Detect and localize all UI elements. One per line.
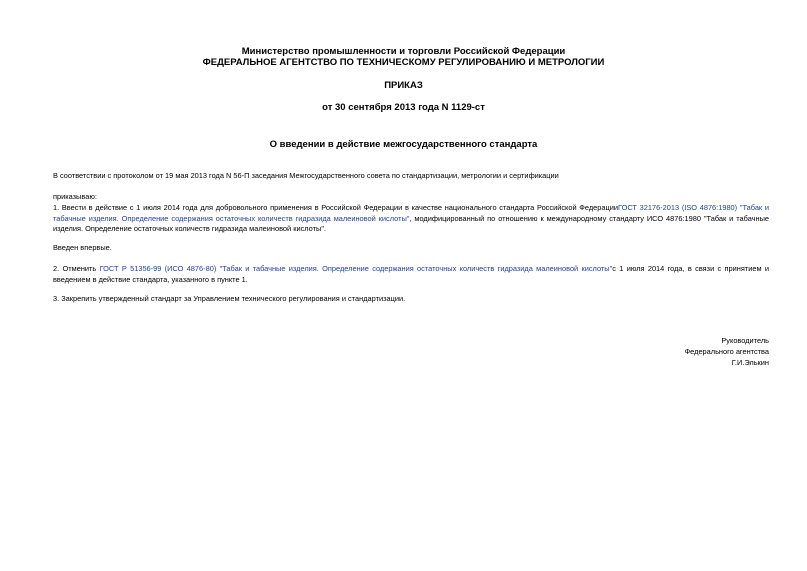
order-title: ПРИКАЗ (384, 80, 423, 91)
intro-paragraph (53, 171, 769, 182)
gost-32176-link[interactable]: ГОСТ 32176-2013 (ISO 4876:1980) "Табак и табачные изделия. Определение содержания остаточных количеств гидразида малеиновой кислоты" (53, 203, 770, 223)
orders-text: приказываю: (53, 192, 97, 201)
item-1-prefix: 1. Ввести в действие с 1 июля 2014 года для добровольного применения в Российской Федерации в качестве национального стандарта Российской Федерации (53, 203, 618, 212)
orders-paragraph (53, 192, 769, 203)
signature-name: Г.И.Элькин (731, 358, 769, 367)
order-subject: О введении в действие межгосударственного стандарта (269, 139, 538, 150)
signature-organization: Федерального агентства (684, 347, 769, 356)
item-3-text: 3. Закрепить утвержденный стандарт за Управлением технического регулирования и стандартизации. (53, 294, 406, 303)
item-1-paragraph (53, 203, 769, 235)
item-2-prefix: 2. Отменить (53, 264, 100, 273)
introduced-first-text: Введен впервые. (53, 243, 112, 252)
introduced-first-paragraph (53, 243, 769, 254)
item-2-paragraph (53, 264, 769, 285)
gost-r-51356-link[interactable]: ГОСТ Р 51356-99 (ИСО 4876-80) "Табак и табачные изделия. Определение содержания остаточных количеств гидразида малеиновой кислоты" (99, 264, 613, 273)
ministry-name: Министерство промышленности и торговли Российской Федерации (241, 46, 566, 57)
intro-text: В соответствии с протоколом от 19 мая 2013 года N 56-П заседания Межгосударственного совета по стандартизации, метрологии и сертификации (53, 171, 559, 180)
signature-title: Руководитель (721, 336, 769, 345)
agency-name: ФЕДЕРАЛЬНОЕ АГЕНТСТВО ПО ТЕХНИЧЕСКОМУ РЕГУЛИРОВАНИЮ И МЕТРОЛОГИИ (202, 57, 605, 68)
item-1-suffix: , модифицированный по отношению к международному стандарту ИСО 4876:1980 "Табак и табачные изделия. Определение остаточных количеств гидразида малеиновой кислоты". (53, 213, 770, 234)
order-date: от 30 сентября 2013 года N 1129-ст (322, 102, 485, 113)
item-2-suffix: с 1 июля 2014 года, в связи с принятием и введением в действие стандарта, указанного в пункте 1. (53, 264, 770, 284)
item-3-paragraph (53, 294, 769, 305)
